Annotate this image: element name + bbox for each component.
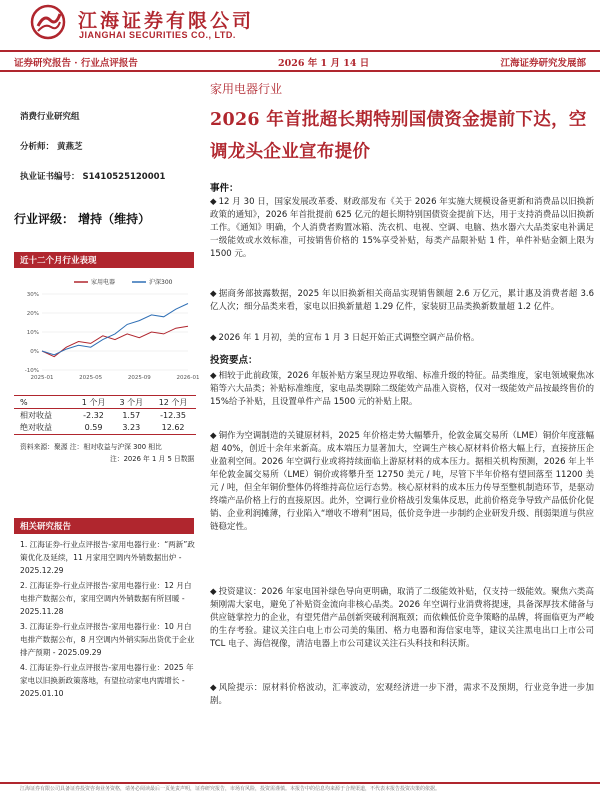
performance-table: [14, 395, 196, 435]
industry-rating: 行业评级： 增持（维持）: [14, 212, 151, 226]
diamond-bullet-icon: ◆: [210, 683, 217, 693]
data-date-note: 注：2026 年 1 月 5 日数据: [110, 455, 195, 463]
investment-paragraph: ◆ 铜作为空调制造的关键原材料，2025 年价格走势大幅攀升，伦敦金属交易所（LME）铜价年度涨幅超 40%，创近十余年来新高。成本端压力显著加大，空调生产核心原材料价格大幅上行，直接挤压企业盈利空间。2026 年空调行业或将持续面临上游原材料的成本压力。据相关机构预测，2026 年上半年伦敦金属交易所（LME）铜价或将攀升至 12750 美元 / 吨，尽管下半年价格有望回落至 11200 美元 / 吨，但全年铜价整体仍将维持高位运行态势。核心原材料的成本压力传导至整机制造环节，是驱动终端产品价格上行的直接原因。此外，空调行业价格战引发集体反思，此前价格竞争导致产品低价化促销、企业利润摊薄，行业陷入“增收不增利”困局，低价竞争进一步制约企业研发升级、削弱渠道与供应链稳定性。: [210, 431, 594, 532]
chart-series: [42, 304, 188, 357]
related-report-link[interactable]: 1. 江海证券-行业点评报告-家用电器行业：“两新”政策优化及延续，11 月家用空调内外销数据出炉 - 2025.12.29: [20, 540, 195, 575]
x-tick-label: 2025-05: [79, 375, 103, 381]
event-paragraph: ◆ 据商务部披露数据，2025 年以旧换新相关商品实现销售额超 2.6 万亿元，累计惠及消费者超 3.6 亿人次；细分品类来看，家电以旧换新量超 1.29 亿件，家装厨卫品类换新数量超 1.2 亿件。: [210, 289, 594, 312]
table-cell: 12.62: [161, 423, 185, 433]
x-tick-labels: [31, 375, 200, 381]
row-label: 绝对收益: [20, 423, 52, 433]
diamond-bullet-icon: ◆: [210, 197, 217, 207]
table-cell: 0.59: [84, 423, 103, 433]
diamond-bullet-icon: ◆: [210, 431, 217, 441]
investment-advice: ◆ 投资建议：2026 年家电国补绿色导向更明确，取消了二级能效补贴，仅支持一级能效。聚焦六类高频刚需大家电，避免了补贴资金流向非核心品类。2026 年空调行业消费将提速，具备深厚技术储备与供应链掌控力的企业，有望凭借产品创新突破利润瓶颈；而依赖低价竞争策略的品牌，将面临更为严峻的生存考验。建议关注白电上市公司美的集团、格力电器和海信家电等，建议关注黑电出口上市公司 TCL 电子、海信视像，清洁电器上市公司建议关注石头科技和科沃斯。: [210, 587, 594, 649]
related-reports-title: 相关研究报告: [14, 518, 194, 534]
chart-section-title: 近十二个月行业表现: [14, 252, 194, 268]
analyst: 分析师： 黄燕芝: [20, 142, 83, 152]
diamond-bullet-icon: ◆: [210, 587, 217, 597]
event-paragraph: ◆ 12 月 30 日，国家发展改革委、财政部发布《关于 2026 年实施大规模设备更新和消费品以旧换新政策的通知》，2026 年首批提前 625 亿元的超长期特别国债资金提前下达，用于支持消费品以旧换新工作。《通知》明确，个人消费者购置冰箱、洗衣机、电视、空调、电脑、热水器六大品类家电补满足一级能效或水效标准，可按销售价格的 15%享受补贴，每类产品限补贴 1 件，单件补贴金额上限为 1500 元。: [210, 197, 594, 259]
table-row: [14, 409, 196, 422]
diamond-bullet-icon: ◆: [210, 371, 217, 381]
y-tick-labels: [25, 292, 39, 374]
report-type: 证券研究报告 · 行业点评报告: [14, 58, 138, 69]
diamond-bullet-icon: ◆: [210, 333, 217, 343]
series-line-0: [42, 326, 188, 356]
report-title: 2026 年首批超长期特别国债资金提前下达，空调龙头企业宣布提价: [210, 110, 587, 162]
report-header: [0, 0, 600, 48]
series-line-1: [42, 304, 188, 355]
table-header: %: [20, 397, 28, 407]
related-reports-list: [20, 538, 196, 702]
report-date: 2026 年 1 月 14 日: [278, 58, 370, 69]
row-label: 相对收益: [20, 410, 52, 420]
table-cell: 1.57: [122, 410, 141, 420]
event-paragraph: ◆ 2026 年 1 月初，美的宣布 1 月 3 日起开始正式调整空调产品价格。: [210, 333, 480, 343]
investment-points-heading: 投资要点：: [210, 355, 258, 366]
y-tick-label: 10%: [26, 330, 39, 336]
disclaimer-footer: 江海证券有限公司具备证券投资咨询业务资格，请务必阅读最后一页免责声明，证券研究报告，市场有风险，投资需谨慎。本报告中的信息均来源于合规渠道，不代表本报告投资决策的依据。: [20, 786, 441, 792]
event-heading: 事件：: [210, 183, 239, 194]
risk-warning: ◆ 风险提示：原材料价格波动，汇率波动，宏观经济进一步下滑，需求不及预期，行业竞争进一步加剧。: [210, 683, 594, 706]
chart-grid: [42, 294, 188, 370]
table-cell: 3.23: [122, 423, 141, 433]
y-tick-label: 0%: [30, 349, 39, 355]
related-report-link[interactable]: 3. 江海证券-行业点评报告-家用电器行业：10 月白电排产数据公布，8 月空调内外销实际出货优于企业排产预期 - 2025.09.29: [20, 622, 195, 657]
research-group: 消费行业研究组: [20, 112, 80, 122]
brand-name-en: JIANGHAI SECURITIES CO., LTD.: [79, 30, 236, 40]
related-report-link[interactable]: 4. 江海证券-行业点评报告-家用电器行业：2025 年家电以旧换新政策落地，有望拉动家电内需增长 - 2025.01.10: [20, 663, 194, 698]
table-header-row: [14, 396, 196, 409]
table-cell: -12.35: [160, 410, 186, 420]
report-topbar: [0, 50, 600, 72]
chart-source-note: 资料来源：聚源 注：相对收益与沪深 300 相比: [20, 443, 162, 451]
table-cell: -2.32: [83, 410, 104, 420]
jianghai-logo-icon: [30, 4, 66, 40]
industry-tag: 家用电器行业: [210, 82, 283, 96]
x-tick-label: 2025-09: [127, 375, 151, 381]
table-header: 3 个月: [119, 397, 144, 407]
y-tick-label: 30%: [26, 292, 39, 298]
cert-number: 执业证书编号： S1410525120001: [20, 172, 166, 182]
investment-paragraph: ◆ 相较于此前政策，2026 年版补贴方案呈现边界收缩、标准升级的特征。品类维度，家电领域聚焦冰箱等六大品类；补贴标准维度，家电品类剔除二级能效产品准入资格，仅对一级能效产品按最终售价的 15%给予补贴，且设置单件产品 1500 元的补贴上限。: [210, 371, 594, 407]
related-report-link[interactable]: 2. 江海证券-行业点评报告-家用电器行业：12 月白电排产数据公布，家用空调内外销数据有所回暖 - 2025.11.28: [20, 581, 192, 616]
table-row: [14, 422, 196, 435]
table-header: 12 个月: [158, 397, 188, 407]
brand-name-cn: 江海证券有限公司: [78, 10, 255, 32]
legend-label: 沪深300: [149, 279, 173, 286]
table-header: 1 个月: [81, 397, 106, 407]
research-dept: 江海证券研究发展部: [500, 58, 586, 69]
x-tick-label: 2026-01: [176, 375, 200, 381]
legend-label: 家用电器: [91, 279, 116, 286]
diamond-bullet-icon: ◆: [210, 289, 217, 299]
main-content: [196, 72, 600, 782]
left-sidebar: [0, 72, 200, 782]
y-tick-label: 20%: [26, 311, 39, 317]
chart-legend: [74, 278, 173, 286]
y-tick-label: -10%: [24, 368, 39, 374]
footer-divider: [0, 782, 600, 784]
industry-performance-chart: [14, 272, 200, 388]
x-tick-label: 2025-01: [30, 375, 54, 381]
